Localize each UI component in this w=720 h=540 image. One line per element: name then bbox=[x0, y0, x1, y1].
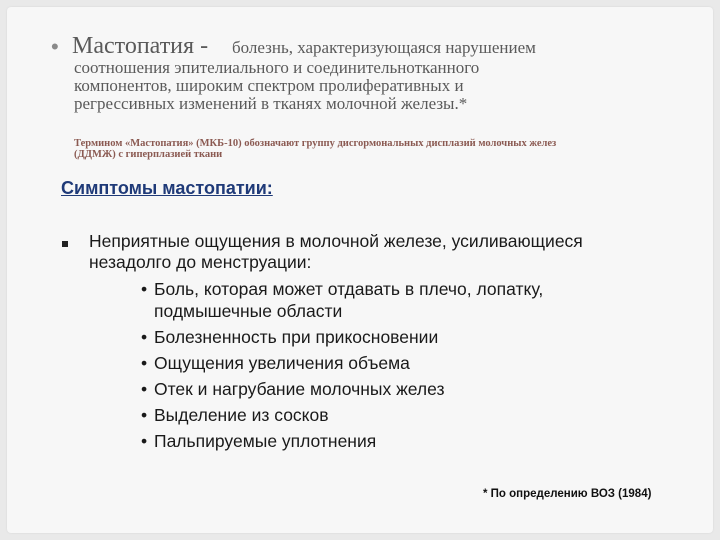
list-item bbox=[141, 431, 543, 457]
bullet-icon: • bbox=[141, 327, 148, 347]
term-note-line: Термином «Мастопатия» (МКБ-10) обозначают группу дисгормональных дисплазий молочных желез bbox=[74, 138, 557, 149]
term-note-line: (ДДМЖ) с гиперплазией ткани bbox=[74, 149, 223, 160]
term-note bbox=[74, 138, 556, 160]
bullet-icon: • bbox=[141, 431, 148, 451]
list-item bbox=[141, 353, 543, 379]
bullet-icon: • bbox=[141, 353, 148, 373]
list-item bbox=[141, 327, 543, 353]
definition-line: компонентов, широким спектром пролиферативных и bbox=[74, 76, 464, 95]
square-bullet-icon bbox=[62, 241, 68, 247]
sub-item-text: Отек и нагрубание молочных желез bbox=[154, 379, 445, 399]
sub-item-text: Выделение из сосков bbox=[154, 405, 329, 425]
sub-item-text: Боль, которая может отдавать в плечо, лопатку, bbox=[154, 279, 544, 299]
definition-bullet: • bbox=[51, 34, 59, 59]
bullet-icon: • bbox=[141, 379, 148, 399]
sub-item-text: Пальпируемые уплотнения bbox=[154, 431, 377, 451]
definition-term: Мастопатия - bbox=[72, 33, 209, 59]
footnote: * По определению ВОЗ (1984) bbox=[483, 488, 652, 500]
sub-item-text: Ощущения увеличения объема bbox=[154, 353, 410, 373]
list-item-continuation bbox=[141, 301, 543, 327]
definition-line: соотношения эпителиального и соединительнотканного bbox=[74, 58, 480, 77]
definition-lead: болезнь, характеризующаяся нарушением bbox=[232, 38, 536, 57]
definition-body bbox=[74, 59, 634, 113]
sub-item-text: Болезненность при прикосновении bbox=[154, 327, 439, 347]
symptoms-heading: Симптомы мастопатии: bbox=[61, 178, 273, 198]
bullet-icon: • bbox=[141, 279, 148, 299]
list-item bbox=[141, 405, 543, 431]
symptom-main-line: Неприятные ощущения в молочной железе, усиливающиеся bbox=[89, 231, 583, 251]
symptom-sub-list bbox=[141, 279, 543, 457]
symptom-main-item bbox=[89, 231, 583, 273]
sub-item-text: подмышечные области bbox=[154, 301, 343, 321]
bullet-icon: • bbox=[141, 405, 148, 425]
list-item bbox=[141, 379, 543, 405]
definition-line: регрессивных изменений в тканях молочной железы.* bbox=[74, 94, 468, 113]
symptom-main-line: незадолго до менструации: bbox=[89, 252, 312, 272]
